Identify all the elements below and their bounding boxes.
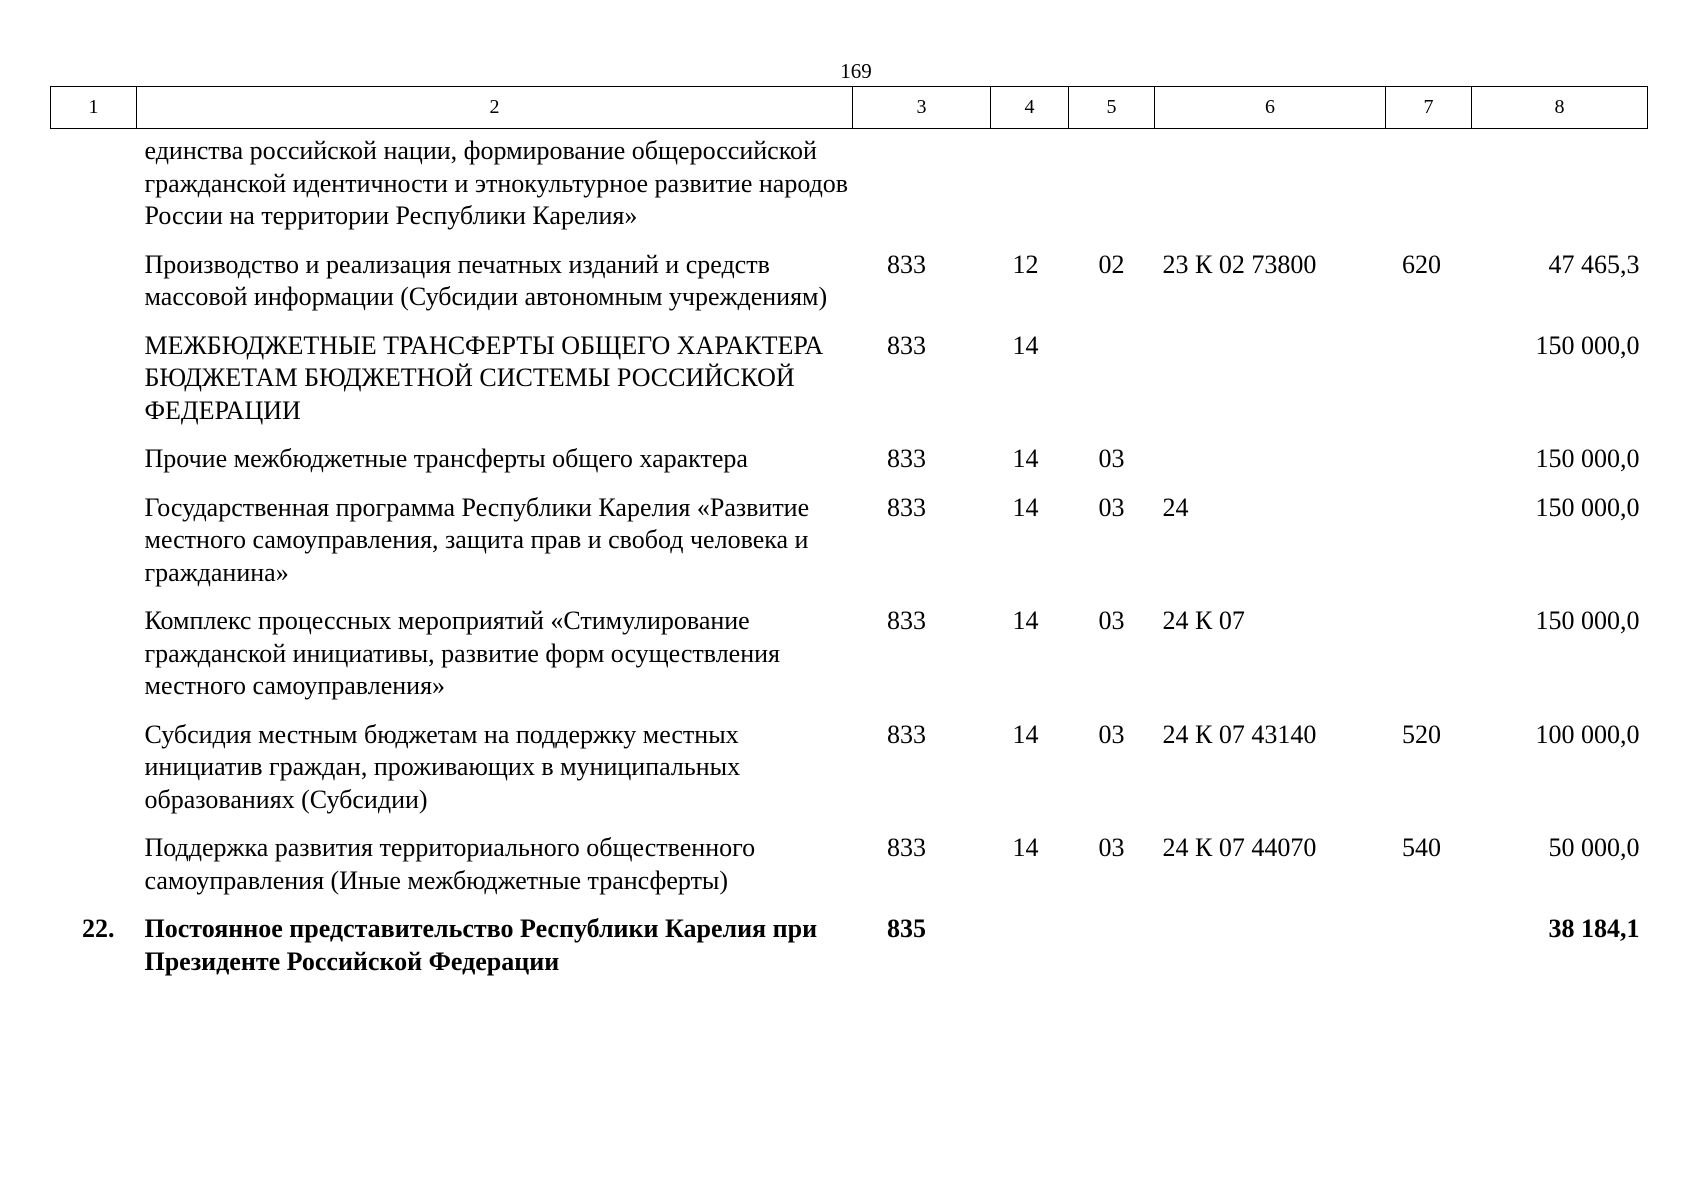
subsection-code (1069, 129, 1155, 249)
target-article (1155, 443, 1386, 492)
amount: 150 000,0 (1535, 606, 1640, 635)
subsection-code (1069, 913, 1155, 994)
department-code: 833 (887, 444, 926, 473)
item-name: Субсидия местным бюджетам на поддержку местных инициатив граждан, проживающих в муниципальных образованиях (Субсидии) (144, 719, 741, 814)
row-number (51, 129, 137, 249)
target-article: 24 К 07 (1162, 606, 1245, 635)
expense-type: 620 (1402, 249, 1441, 279)
target-article: 23 К 02 73800 (1162, 249, 1317, 279)
section-code (991, 913, 1069, 994)
target-article (1155, 129, 1386, 249)
section-code: 14 (1012, 330, 1039, 360)
item-name: МЕЖБЮДЖЕТНЫЕ ТРАНСФЕРТЫ ОБЩЕГО ХАРАКТЕРА БЮДЖЕТАМ БЮДЖЕТНОЙ СИСТЕМЫ РОССИЙСКОЙ ФЕДЕРАЦИИ (144, 330, 824, 425)
row-number (51, 330, 137, 444)
subsection-code: 03 (1098, 444, 1125, 473)
table-row (51, 719, 1648, 833)
budget-table (50, 86, 1648, 994)
department-code: 833 (887, 833, 926, 862)
target-article: 24 К 07 43140 (1162, 719, 1317, 749)
row-number (51, 492, 137, 606)
subsection-code: 03 (1098, 492, 1125, 522)
header-col-2: 2 (137, 87, 853, 129)
table-row (51, 832, 1648, 913)
table-body (51, 129, 1648, 995)
subsection-code: 03 (1098, 833, 1125, 862)
amount: 100 000,0 (1535, 719, 1640, 749)
row-number (51, 605, 137, 719)
amount: 150 000,0 (1535, 330, 1640, 360)
row-number (51, 249, 137, 330)
expense-type: 520 (1402, 719, 1441, 749)
section-code: 14 (1012, 444, 1039, 473)
header-col-1: 1 (51, 87, 137, 129)
department-code: 833 (887, 719, 926, 749)
expense-type (1386, 605, 1472, 719)
header-col-3: 3 (853, 87, 991, 129)
section-code: 12 (1012, 249, 1039, 279)
department-code: 833 (887, 330, 926, 360)
expense-type (1386, 443, 1472, 492)
header-row (51, 87, 1648, 129)
amount: 38 184,1 (1548, 914, 1640, 943)
row-number (51, 832, 137, 913)
table-row (51, 330, 1648, 444)
row-number (51, 719, 137, 833)
section-code: 14 (1012, 492, 1039, 522)
item-name: Поддержка развития территориального общественного самоуправления (Иные межбюджетные трансферты) (144, 833, 756, 895)
section-code: 14 (1012, 719, 1039, 749)
header-col-5: 5 (1069, 87, 1155, 129)
item-name: Прочие межбюджетные трансферты общего характера (144, 444, 748, 473)
table-row (51, 443, 1648, 492)
table-row (51, 249, 1648, 330)
department-code: 835 (887, 914, 926, 943)
target-article: 24 К 07 44070 (1162, 833, 1317, 862)
subsection-code: 03 (1098, 719, 1125, 749)
table-row (51, 605, 1648, 719)
expense-type (1386, 330, 1472, 444)
header-col-7: 7 (1386, 87, 1472, 129)
page-number: 169 (840, 59, 872, 83)
target-article (1155, 330, 1386, 444)
header-col-4: 4 (991, 87, 1069, 129)
item-name: Постоянное представительство Республики Карелия при Президенте Российской Федерации (144, 914, 818, 976)
table-row (51, 129, 1648, 249)
table-row (51, 913, 1648, 994)
department-code: 833 (887, 492, 926, 522)
amount (1472, 129, 1648, 249)
subsection-code (1069, 330, 1155, 444)
item-name: Государственная программа Республики Карелия «Развитие местного самоуправления, защита прав и свобод человека и гражданина» (144, 492, 810, 587)
section-code: 14 (1012, 606, 1039, 635)
item-name: единства российской нации, формирование общероссийской гражданской идентичности и этнокультурное развитие народов России на территории Республики Карелия» (144, 136, 849, 230)
subsection-code: 02 (1098, 249, 1125, 279)
expense-type (1386, 492, 1472, 606)
expense-type (1386, 129, 1472, 249)
row-number (51, 443, 137, 492)
amount: 150 000,0 (1535, 444, 1640, 473)
item-name: Производство и реализация печатных изданий и средств массовой информации (Субсидии автономным учреждениям) (144, 249, 828, 311)
expense-type: 540 (1402, 833, 1441, 862)
department-code: 833 (887, 249, 926, 279)
amount: 150 000,0 (1535, 492, 1640, 522)
section-code (991, 129, 1069, 249)
header-col-8: 8 (1472, 87, 1648, 129)
item-name: Комплекс процессных мероприятий «Стимулирование гражданской инициативы, развитие форм осуществления местного самоуправления» (144, 606, 780, 700)
target-article (1155, 913, 1386, 994)
amount: 47 465,3 (1548, 249, 1640, 279)
subsection-code: 03 (1098, 606, 1125, 635)
table-row (51, 492, 1648, 606)
target-article: 24 (1162, 492, 1189, 522)
section-code: 14 (1012, 833, 1039, 862)
amount: 50 000,0 (1548, 833, 1640, 862)
expense-type (1386, 913, 1472, 994)
header-col-6: 6 (1155, 87, 1386, 129)
department-code: 833 (887, 606, 926, 635)
department-code (853, 129, 991, 249)
row-number: 22. (82, 914, 115, 943)
table-header (51, 87, 1648, 129)
